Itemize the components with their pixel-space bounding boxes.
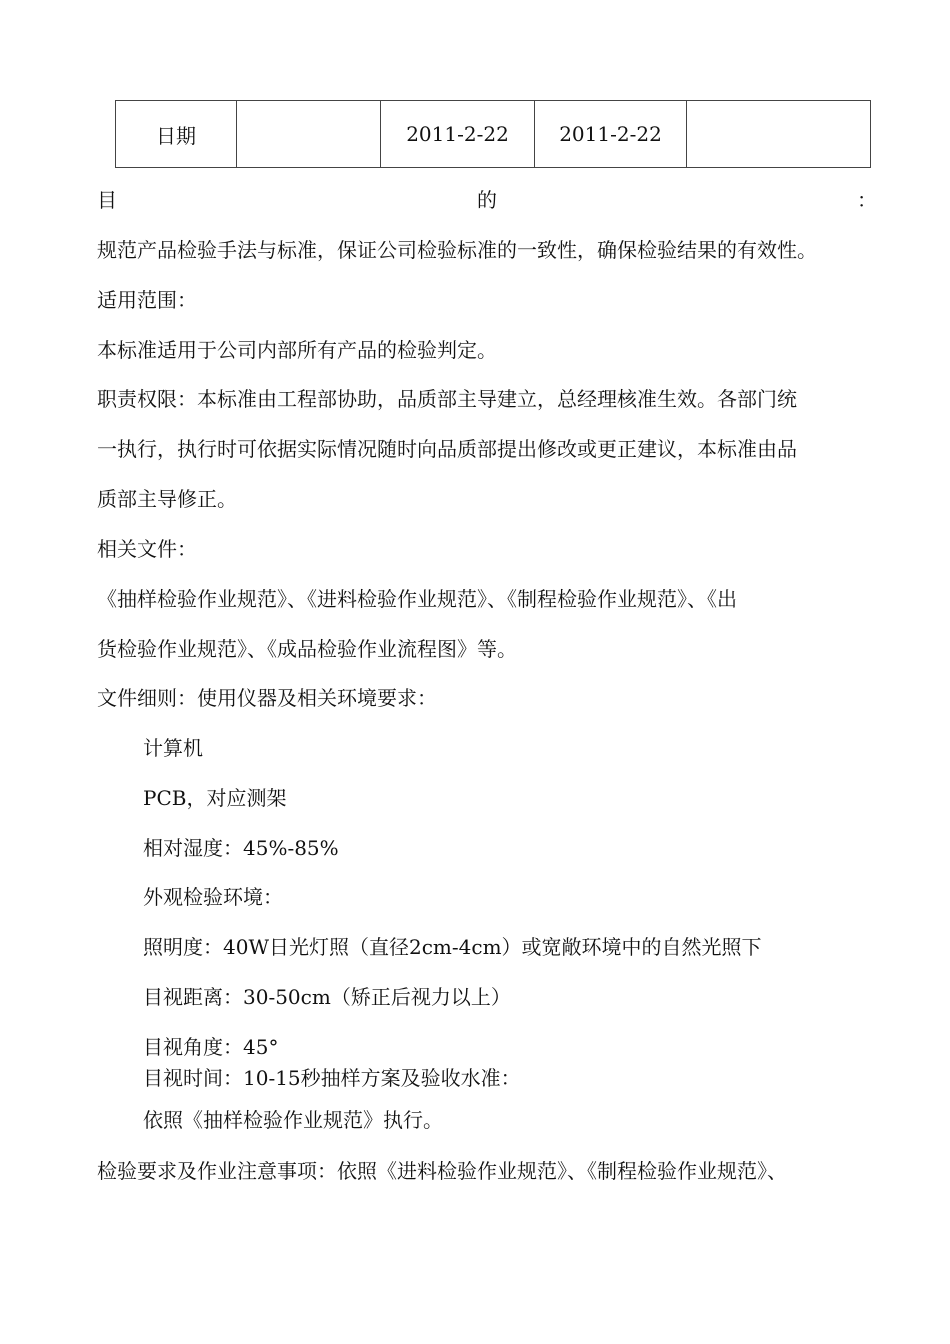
list-item: 目视时间：10-15秒抽样方案及验收水准： bbox=[143, 1066, 521, 1090]
purpose-heading-part: 的 bbox=[477, 188, 497, 212]
date-cell-empty bbox=[237, 101, 381, 168]
responsibility-text: 质部主导修正。 bbox=[97, 487, 237, 511]
list-item: 相对湿度：45%-85% bbox=[143, 836, 339, 860]
related-text: 货检验作业规范》、《成品检验作业流程图》等。 bbox=[97, 637, 517, 661]
related-text: 《抽样检验作业规范》、《进料检验作业规范》、《制程检验作业规范》、《出 bbox=[97, 587, 737, 611]
purpose-heading-part: 目 bbox=[97, 188, 117, 212]
date-row bbox=[116, 101, 871, 168]
inspection-requirements: 检验要求及作业注意事项：依照《进料检验作业规范》、《制程检验作业规范》、 bbox=[97, 1159, 787, 1183]
list-item: 计算机 bbox=[143, 736, 203, 760]
list-item: 照明度：40W日光灯照（直径2cm-4cm）或宽敞环境中的自然光照下 bbox=[143, 935, 762, 959]
date-label-cell: 日期 bbox=[116, 101, 237, 168]
responsibility-text: 职责权限：本标准由工程部协助，品质部主导建立，总经理核准生效。各部门统 bbox=[97, 387, 797, 411]
list-item: 外观检验环境： bbox=[143, 885, 283, 909]
purpose-heading bbox=[97, 186, 877, 214]
list-item: 目视角度：45° bbox=[143, 1035, 279, 1059]
list-item: 依照《抽样检验作业规范》执行。 bbox=[143, 1108, 443, 1132]
related-heading: 相关文件： bbox=[97, 537, 197, 561]
date-cell: 2011-2-22 bbox=[535, 101, 687, 168]
purpose-text: 规范产品检验手法与标准，保证公司检验标准的一致性，确保检验结果的有效性。 bbox=[97, 238, 817, 262]
date-cell-empty bbox=[687, 101, 871, 168]
scope-text: 本标准适用于公司内部所有产品的检验判定。 bbox=[97, 338, 497, 362]
details-heading: 文件细则：使用仪器及相关环境要求： bbox=[97, 686, 437, 710]
date-cell: 2011-2-22 bbox=[381, 101, 535, 168]
responsibility-text: 一执行，执行时可依据实际情况随时向品质部提出修改或更正建议，本标准由品 bbox=[97, 437, 797, 461]
purpose-heading-part: ： bbox=[857, 188, 877, 212]
scope-heading: 适用范围： bbox=[97, 288, 197, 312]
date-table bbox=[115, 100, 871, 168]
list-item: PCB，对应测架 bbox=[143, 786, 287, 810]
list-item: 目视距离：30-50cm（矫正后视力以上） bbox=[143, 985, 511, 1009]
